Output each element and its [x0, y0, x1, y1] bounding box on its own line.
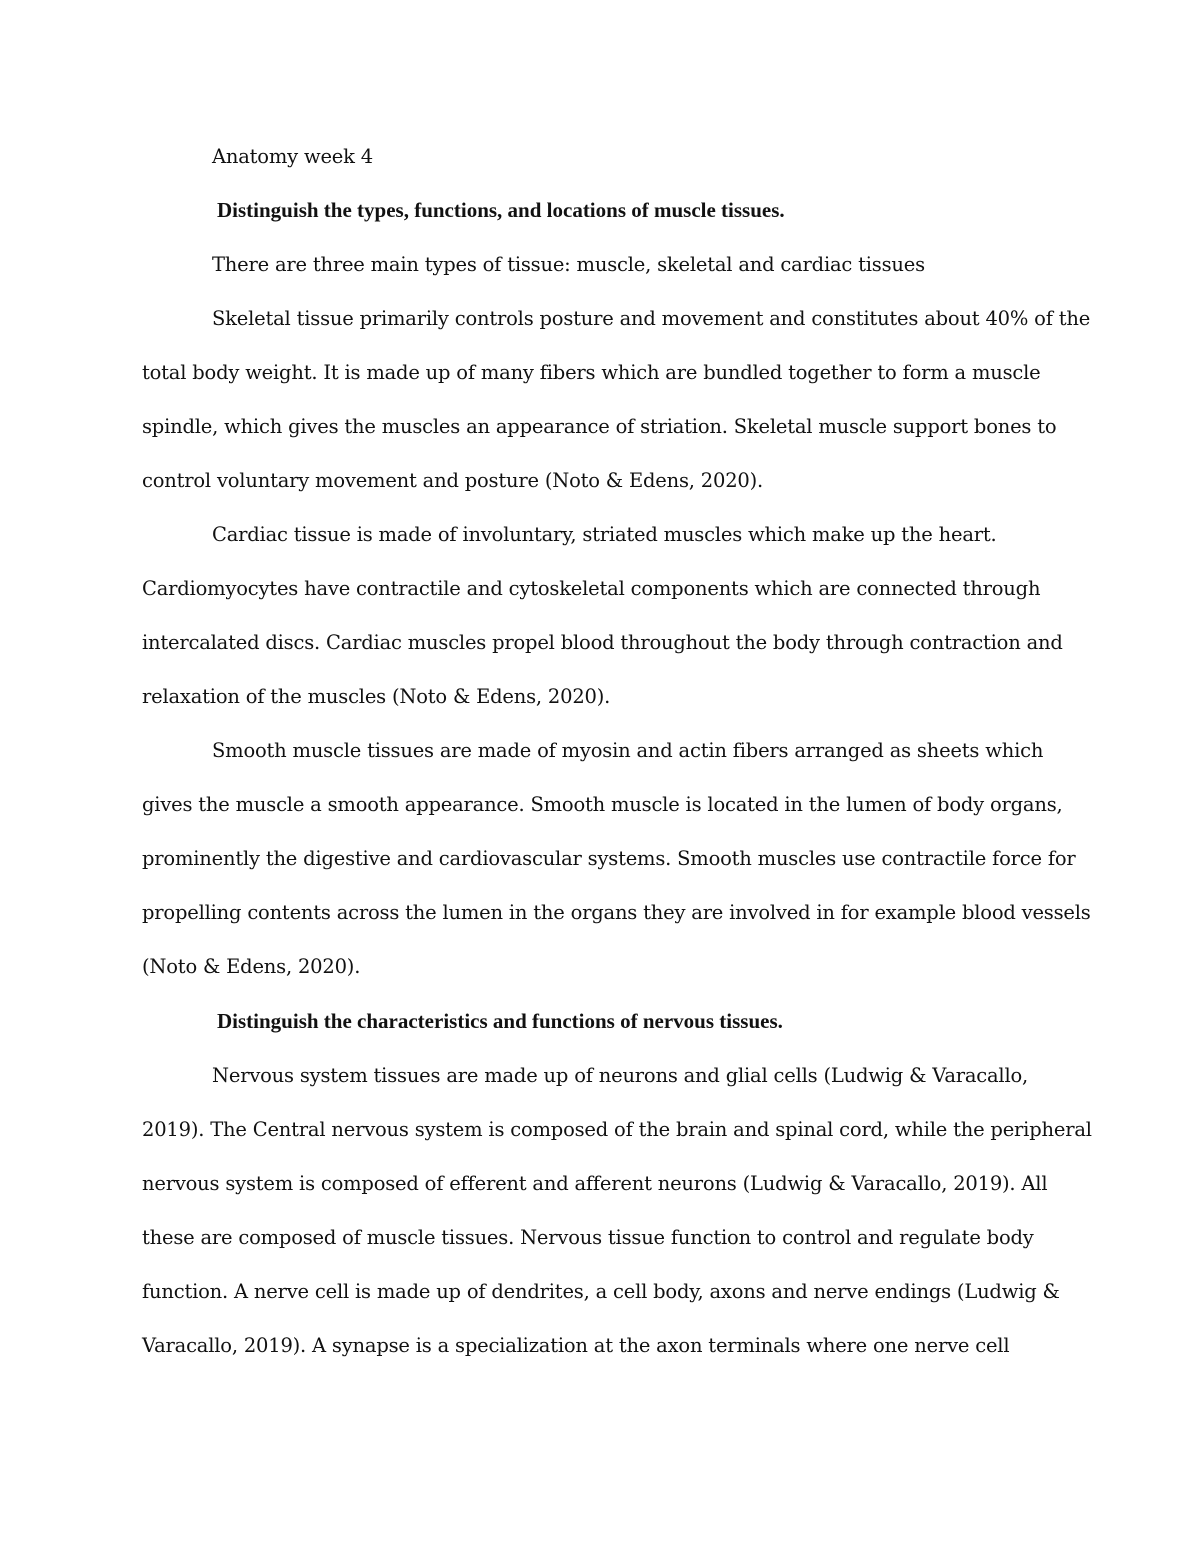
paragraph-line: Cardiomyocytes have contractile and cytoskeletal components which are connected through	[142, 577, 1041, 600]
paragraph-line: nervous system is composed of efferent and afferent neurons (Ludwig & Varacallo, 2019). All	[142, 1172, 1048, 1195]
paragraph-line: spindle, which gives the muscles an appearance of striation. Skeletal muscle support bones to	[142, 415, 1057, 438]
document-title: Anatomy week 4	[212, 145, 373, 168]
paragraph-line: intercalated discs. Cardiac muscles propel blood throughout the body through contraction and	[142, 631, 1063, 654]
paragraph-line: Skeletal tissue primarily controls posture and movement and constitutes about 40% of the	[212, 307, 1091, 330]
section-heading-muscle: Distinguish the types, functions, and locations of muscle tissues.	[217, 198, 785, 222]
paragraph-line: 2019). The Central nervous system is composed of the brain and spinal cord, while the peripheral	[142, 1118, 1092, 1141]
paragraph-line: relaxation of the muscles (Noto & Edens, 2020).	[142, 685, 611, 708]
paragraph-line: (Noto & Edens, 2020).	[142, 955, 361, 978]
paragraph-line: gives the muscle a smooth appearance. Smooth muscle is located in the lumen of body organs,	[142, 793, 1063, 816]
section-heading-nervous: Distinguish the characteristics and functions of nervous tissues.	[217, 1009, 783, 1033]
paragraph-line: total body weight. It is made up of many fibers which are bundled together to form a muscle	[142, 361, 1041, 384]
paragraph-line: these are composed of muscle tissues. Nervous tissue function to control and regulate body	[142, 1226, 1034, 1249]
paragraph-line: prominently the digestive and cardiovascular systems. Smooth muscles use contractile force for	[142, 847, 1076, 870]
paragraph-line: Nervous system tissues are made up of neurons and glial cells (Ludwig & Varacallo,	[212, 1064, 1029, 1087]
paragraph-line: function. A nerve cell is made up of dendrites, a cell body, axons and nerve endings (Ludwig &	[142, 1280, 1060, 1303]
paragraph-line: Smooth muscle tissues are made of myosin and actin fibers arranged as sheets which	[212, 739, 1044, 762]
paragraph-line: control voluntary movement and posture (Noto & Edens, 2020).	[142, 469, 764, 492]
paragraph-line: propelling contents across the lumen in the organs they are involved in for example blood vessels	[142, 901, 1091, 924]
paragraph-intro: There are three main types of tissue: muscle, skeletal and cardiac tissues	[212, 253, 925, 276]
paragraph-line: Varacallo, 2019). A synapse is a specialization at the axon terminals where one nerve cell	[142, 1334, 1010, 1357]
paragraph-line: Cardiac tissue is made of involuntary, striated muscles which make up the heart.	[212, 523, 997, 546]
